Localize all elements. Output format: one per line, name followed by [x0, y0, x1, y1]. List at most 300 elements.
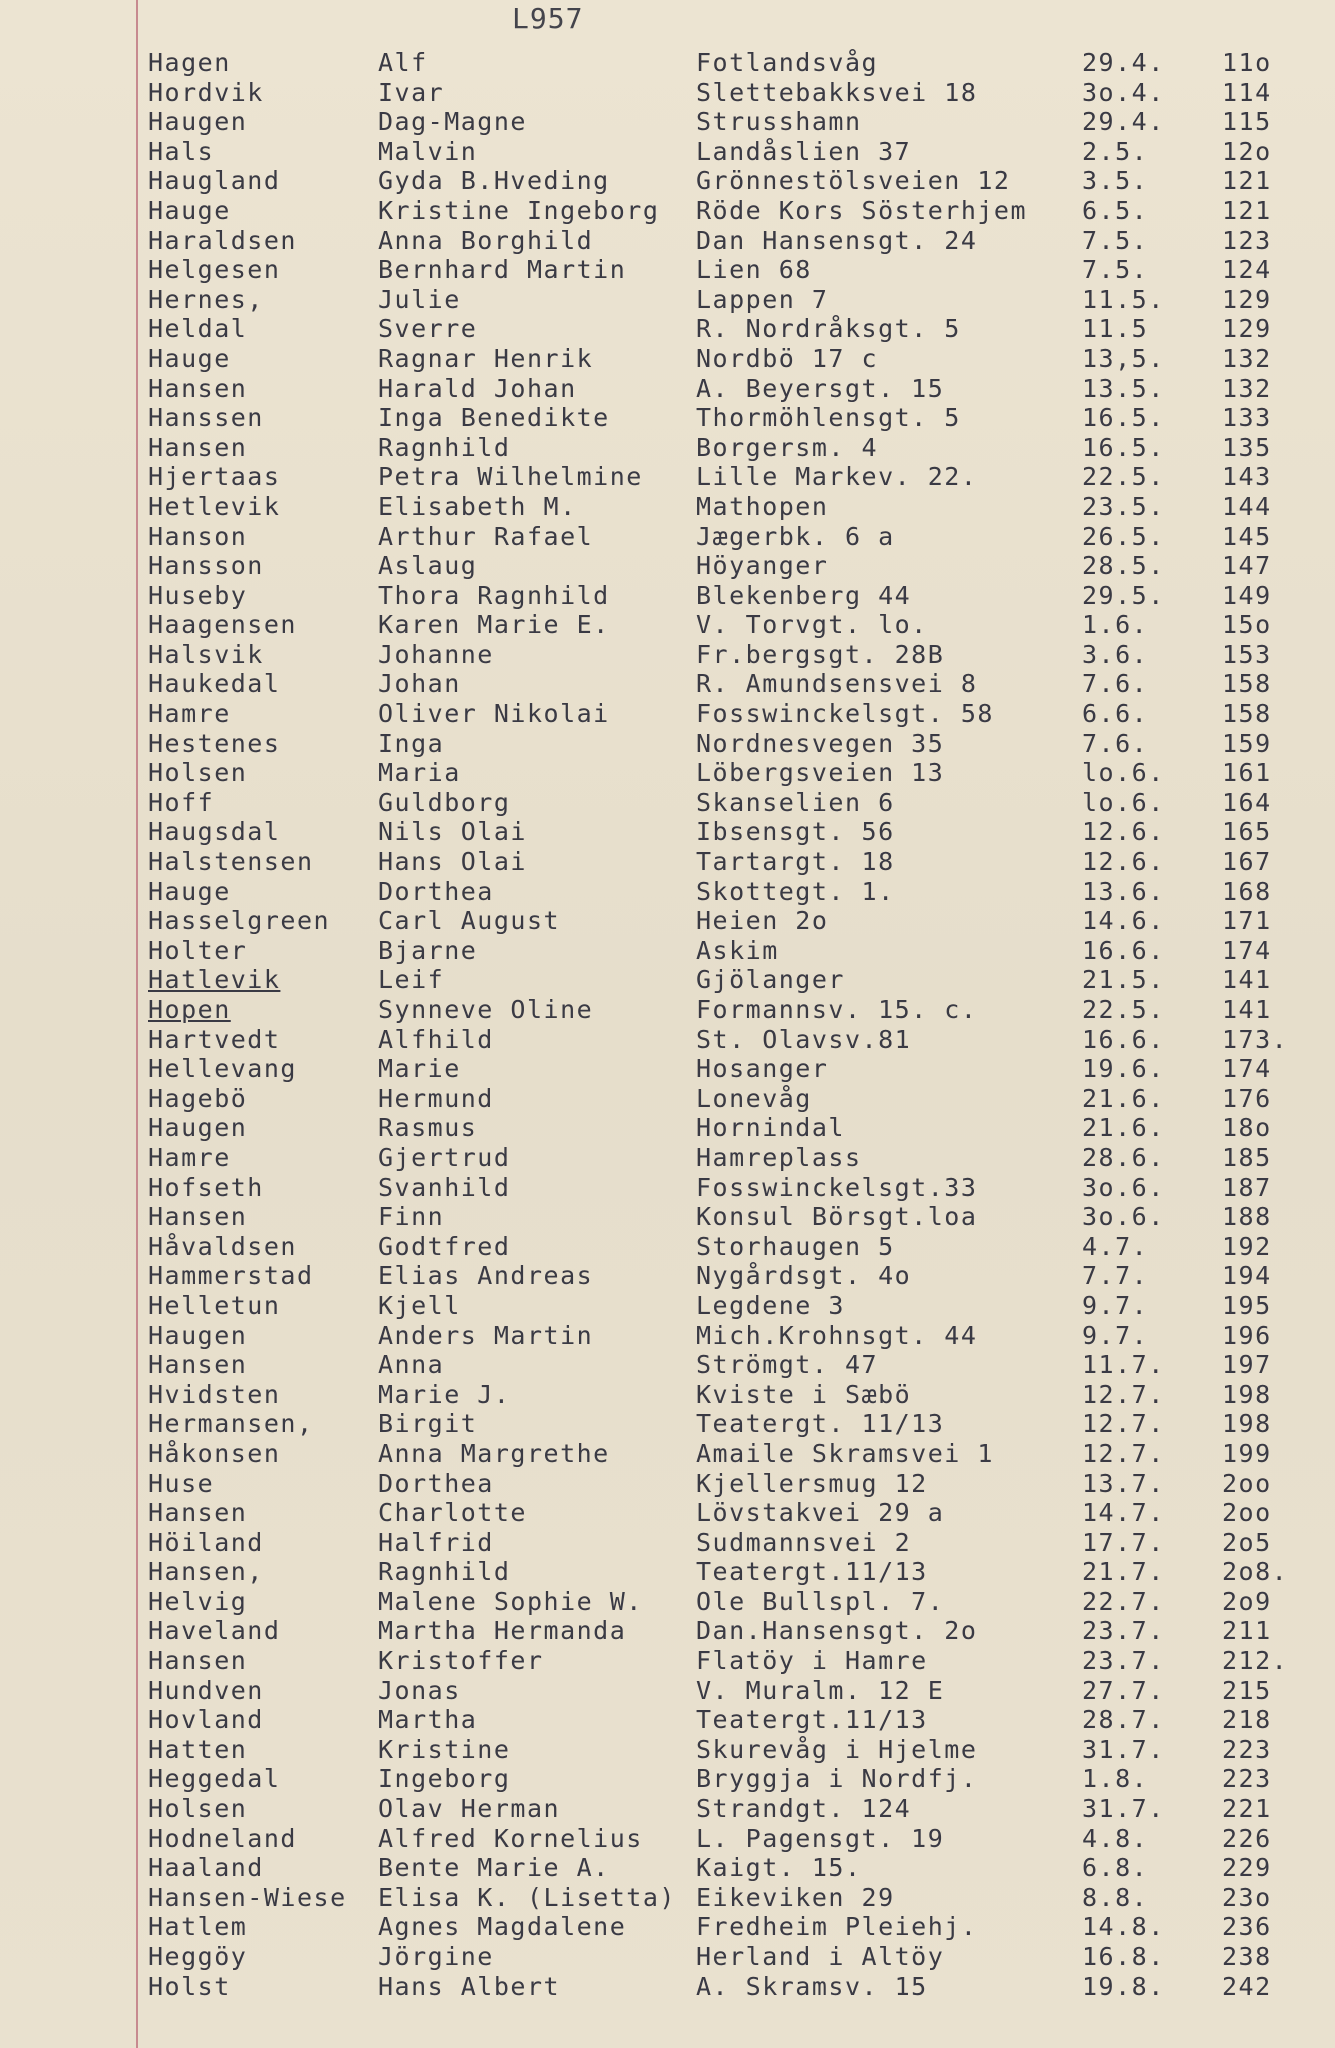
given-name-cell: Johanne	[378, 639, 494, 669]
address-cell: Kjellersmug 12	[696, 1468, 928, 1498]
date-cell: 28.7.	[1082, 1705, 1165, 1735]
given-name-cell: Bente Marie A.	[378, 1853, 610, 1883]
number-cell: 168	[1222, 876, 1272, 906]
given-name-cell: Anna Margrethe	[378, 1438, 610, 1468]
register-row	[0, 462, 1335, 492]
date-cell: 16.6.	[1082, 935, 1165, 965]
number-cell: 153	[1222, 639, 1272, 669]
number-cell: 167	[1222, 847, 1272, 877]
address-cell: Formannsv. 15. c.	[696, 995, 978, 1024]
number-cell: 23o	[1222, 1882, 1272, 1912]
given-name-cell: Thora Ragnhild	[378, 580, 610, 610]
address-cell: Kviste i Sæbö	[696, 1379, 912, 1409]
number-cell: 124	[1222, 255, 1272, 285]
surname-cell: Hauge	[148, 195, 231, 225]
number-cell: 11o	[1222, 48, 1272, 77]
address-cell: Slettebakksvei 18	[696, 77, 978, 107]
register-row	[0, 1972, 1335, 2002]
address-cell: Blekenberg 44	[696, 580, 912, 610]
given-name-cell: Marie J.	[378, 1379, 511, 1409]
given-name-cell: Malvin	[378, 136, 478, 166]
register-row	[0, 1143, 1335, 1173]
surname-cell: Huseby	[148, 580, 248, 610]
register-row	[0, 314, 1335, 344]
surname-cell: Hansen	[148, 432, 248, 462]
surname-cell: Hordvik	[148, 77, 264, 107]
register-row	[0, 1557, 1335, 1587]
address-cell: Gjölanger	[696, 965, 845, 995]
date-cell: 14.7.	[1082, 1498, 1165, 1528]
number-cell: 143	[1222, 462, 1272, 492]
date-cell: 7.6.	[1082, 669, 1149, 699]
surname-cell: Haugen	[148, 1320, 248, 1350]
register-row	[0, 166, 1335, 196]
register-row	[0, 255, 1335, 285]
number-cell: 121	[1222, 195, 1272, 225]
register-row	[0, 196, 1335, 226]
given-name-cell: Malene Sophie W.	[378, 1586, 643, 1616]
surname-cell: Hermansen,	[148, 1409, 314, 1439]
given-name-cell: Anders Martin	[378, 1320, 594, 1350]
date-cell: 19.8.	[1082, 1971, 1165, 2001]
number-cell: 196	[1222, 1320, 1272, 1350]
given-name-cell: Ragnhild	[378, 432, 511, 462]
date-cell: 23.5.	[1082, 491, 1165, 521]
date-cell: 28.6.	[1082, 1142, 1165, 1172]
register-row	[0, 847, 1335, 877]
address-cell: Lille Markev. 22.	[696, 462, 978, 492]
surname-cell: Hanson	[148, 521, 248, 551]
surname-cell: Haagensen	[148, 610, 297, 640]
date-cell: 14.8.	[1082, 1912, 1165, 1942]
number-cell: 211	[1222, 1616, 1272, 1646]
address-cell: Konsul Börsgt.loa	[696, 1202, 978, 1232]
surname-cell: Höiland	[148, 1527, 264, 1557]
register-row	[0, 669, 1335, 699]
register-row	[0, 1646, 1335, 1676]
number-cell: 161	[1222, 758, 1272, 788]
address-cell: Lonevåg	[696, 1083, 812, 1113]
date-cell: 11.5.	[1082, 284, 1165, 314]
register-row	[0, 1054, 1335, 1084]
date-cell: 31.7.	[1082, 1794, 1165, 1824]
number-cell: 147	[1222, 551, 1272, 581]
given-name-cell: Ragnhild	[378, 1557, 511, 1587]
surname-cell: Hernes,	[148, 284, 264, 314]
address-cell: Skanselien 6	[696, 787, 895, 817]
surname-cell: Haveland	[148, 1616, 281, 1646]
surname-cell: Holst	[148, 1971, 231, 2001]
date-cell: 3o.4.	[1082, 77, 1165, 107]
number-cell: 145	[1222, 521, 1272, 551]
given-name-cell: Elisabeth M.	[378, 491, 577, 521]
number-cell: 129	[1222, 314, 1272, 344]
surname-cell: Hoff	[148, 787, 215, 817]
given-name-cell: Martha	[378, 1705, 478, 1735]
register-row	[0, 1469, 1335, 1499]
register-row	[0, 965, 1335, 995]
register-row	[0, 1912, 1335, 1942]
address-cell: R. Nordråksgt. 5	[696, 314, 961, 344]
surname-cell: Helgesen	[148, 255, 281, 285]
given-name-cell: Jonas	[378, 1675, 461, 1705]
surname-cell: Hagebö	[148, 1083, 248, 1113]
address-cell: Legdene 3	[696, 1290, 845, 1320]
number-cell: 15o	[1222, 610, 1272, 640]
number-cell: 199	[1222, 1438, 1272, 1468]
date-cell: 19.6.	[1082, 1054, 1165, 1084]
given-name-cell: Dorthea	[378, 1468, 494, 1498]
register-row	[0, 1824, 1335, 1854]
address-cell: Skottegt. 1.	[696, 876, 895, 906]
date-cell: 27.7.	[1082, 1675, 1165, 1705]
register-row	[0, 1705, 1335, 1735]
surname-cell: Hansen	[148, 1202, 248, 1232]
register-row	[0, 906, 1335, 936]
given-name-cell: Kristoffer	[378, 1646, 544, 1676]
number-cell: 133	[1222, 403, 1272, 433]
date-cell: 13.7.	[1082, 1468, 1165, 1498]
number-cell: 132	[1222, 343, 1272, 373]
given-name-cell: Ragnar Henrik	[378, 343, 594, 373]
register-row	[0, 817, 1335, 847]
number-cell: 149	[1222, 580, 1272, 610]
number-cell: 218	[1222, 1705, 1272, 1735]
register-row	[0, 729, 1335, 759]
address-cell: V. Muralm. 12 E	[696, 1675, 945, 1705]
date-cell: 7.7.	[1082, 1261, 1149, 1291]
given-name-cell: Carl August	[378, 906, 561, 936]
date-cell: 29.5.	[1082, 580, 1165, 610]
address-cell: Bryggja i Nordfj.	[696, 1764, 978, 1794]
address-cell: Teatergt. 11/13	[696, 1409, 945, 1439]
register-row	[0, 137, 1335, 167]
address-cell: Mich.Krohnsgt. 44	[696, 1320, 978, 1350]
surname-cell: Hauge	[148, 876, 231, 906]
given-name-cell: Leif	[378, 965, 445, 995]
number-cell: 135	[1222, 432, 1272, 462]
register-row	[0, 1173, 1335, 1203]
address-cell: Flatöy i Hamre	[696, 1646, 928, 1676]
date-cell: 13,5.	[1082, 343, 1165, 373]
number-cell: 12o	[1222, 136, 1272, 166]
address-cell: Teatergt.11/13	[696, 1557, 928, 1587]
address-cell: Fr.bergsgt. 28B	[696, 639, 945, 669]
address-cell: Askim	[696, 935, 779, 965]
given-name-cell: Bjarne	[378, 935, 478, 965]
register-row	[0, 78, 1335, 108]
register-row	[0, 1232, 1335, 1262]
date-cell: 21.6.	[1082, 1083, 1165, 1113]
number-cell: 2o5	[1222, 1527, 1272, 1557]
address-cell: Landåslien 37	[696, 136, 912, 166]
given-name-cell: Karen Marie E.	[378, 610, 610, 640]
address-cell: Löbergsveien 13	[696, 758, 945, 788]
given-name-cell: Gjertrud	[378, 1142, 511, 1172]
given-name-cell: Kristine Ingeborg	[378, 195, 660, 225]
register-row	[0, 1025, 1335, 1055]
date-cell: 21.6.	[1082, 1113, 1165, 1143]
date-cell: 7.5.	[1082, 255, 1149, 285]
address-cell: Kaigt. 15.	[696, 1853, 862, 1883]
given-name-cell: Elias Andreas	[378, 1261, 594, 1291]
register-row	[0, 551, 1335, 581]
address-cell: Sudmannsvei 2	[696, 1527, 912, 1557]
number-cell: 132	[1222, 373, 1272, 403]
date-cell: 6.5.	[1082, 195, 1149, 225]
register-row	[0, 1291, 1335, 1321]
number-cell: 194	[1222, 1261, 1272, 1291]
surname-cell: Hvidsten	[148, 1379, 281, 1409]
given-name-cell: Svanhild	[378, 1172, 511, 1202]
register-row	[0, 1113, 1335, 1143]
address-cell: Skurevåg i Hjelme	[696, 1734, 978, 1764]
surname-cell: Holsen	[148, 758, 248, 788]
register-row	[0, 1735, 1335, 1765]
surname-cell: Hjertaas	[148, 462, 281, 492]
surname-cell: Haugsdal	[148, 817, 281, 847]
given-name-cell: Martha Hermanda	[378, 1616, 627, 1646]
given-name-cell: Bernhard Martin	[378, 255, 627, 285]
surname-cell: Haukedal	[148, 669, 281, 699]
address-cell: Amaile Skramsvei 1	[696, 1438, 994, 1468]
given-name-cell: Jörgine	[378, 1942, 494, 1971]
number-cell: 223	[1222, 1734, 1272, 1764]
given-name-cell: Alfhild	[378, 1024, 494, 1054]
number-cell: 144	[1222, 491, 1272, 521]
surname-cell: Haugen	[148, 107, 248, 137]
surname-cell: Hetlevik	[148, 491, 281, 521]
date-cell: 12.7.	[1082, 1409, 1165, 1439]
number-cell: 176	[1222, 1083, 1272, 1113]
date-cell: 16.8.	[1082, 1942, 1165, 1971]
date-cell: 23.7.	[1082, 1646, 1165, 1676]
date-cell: lo.6.	[1082, 787, 1165, 817]
surname-cell: Heldal	[148, 314, 248, 344]
surname-cell: Holter	[148, 935, 248, 965]
number-cell: 174	[1222, 935, 1272, 965]
date-cell: 4.8.	[1082, 1823, 1149, 1853]
register-row	[0, 1439, 1335, 1469]
date-cell: 22.5.	[1082, 995, 1165, 1024]
date-cell: 6.8.	[1082, 1853, 1149, 1883]
register-row	[0, 1084, 1335, 1114]
address-cell: Mathopen	[696, 491, 829, 521]
address-cell: Thormöhlensgt. 5	[696, 403, 961, 433]
date-cell: 16.5.	[1082, 432, 1165, 462]
number-cell: 187	[1222, 1172, 1272, 1202]
address-cell: Grönnestölsveien 12	[696, 166, 1011, 196]
date-cell: 17.7.	[1082, 1527, 1165, 1557]
number-cell: 238	[1222, 1942, 1272, 1971]
surname-cell: Hansen	[148, 1498, 248, 1528]
register-row	[0, 403, 1335, 433]
number-cell: 174	[1222, 1054, 1272, 1084]
register-row	[0, 936, 1335, 966]
register-row	[0, 1261, 1335, 1291]
register-row	[0, 1853, 1335, 1883]
surname-cell: Holsen	[148, 1794, 248, 1824]
date-cell: 14.6.	[1082, 906, 1165, 936]
address-cell: Dan Hansensgt. 24	[696, 225, 978, 255]
date-cell: 4.7.	[1082, 1231, 1149, 1261]
surname-cell: Heggöy	[148, 1942, 248, 1971]
given-name-cell: Olav Herman	[378, 1794, 561, 1824]
given-name-cell: Oliver Nikolai	[378, 699, 610, 729]
address-cell: Teatergt.11/13	[696, 1705, 928, 1735]
surname-cell: Haraldsen	[148, 225, 297, 255]
number-cell: 188	[1222, 1202, 1272, 1232]
given-name-cell: Guldborg	[378, 787, 511, 817]
number-cell: 171	[1222, 906, 1272, 936]
date-cell: 28.5.	[1082, 551, 1165, 581]
register-row	[0, 1794, 1335, 1824]
surname-cell: Hartvedt	[148, 1024, 281, 1054]
number-cell: 129	[1222, 284, 1272, 314]
given-name-cell: Birgit	[378, 1409, 478, 1439]
date-cell: 1.6.	[1082, 610, 1149, 640]
register-row	[0, 522, 1335, 552]
surname-cell: Hofseth	[148, 1172, 264, 1202]
given-name-cell: Halfrid	[378, 1527, 494, 1557]
number-cell: 159	[1222, 728, 1272, 758]
date-cell: 3o.6.	[1082, 1172, 1165, 1202]
given-name-cell: Dag-Magne	[378, 107, 527, 137]
given-name-cell: Aslaug	[378, 551, 478, 581]
date-cell: 11.5	[1082, 314, 1149, 344]
address-cell: Tartargt. 18	[696, 847, 895, 877]
given-name-cell: Arthur Rafael	[378, 521, 594, 551]
number-cell: 18o	[1222, 1113, 1272, 1143]
number-cell: 197	[1222, 1350, 1272, 1380]
date-cell: 16.5.	[1082, 403, 1165, 433]
register-row	[0, 1616, 1335, 1646]
register-row	[0, 1587, 1335, 1617]
given-name-cell: Inga Benedikte	[378, 403, 610, 433]
address-cell: St. Olavsv.81	[696, 1024, 912, 1054]
surname-cell: Hundven	[148, 1675, 264, 1705]
register-row	[0, 1380, 1335, 1410]
date-cell: 8.8.	[1082, 1882, 1149, 1912]
given-name-cell: Alfred Kornelius	[378, 1823, 643, 1853]
register-row	[0, 374, 1335, 404]
date-cell: 13.6.	[1082, 876, 1165, 906]
surname-cell: Haugland	[148, 166, 281, 196]
surname-cell: Hellevang	[148, 1054, 297, 1084]
register-row	[0, 285, 1335, 315]
surname-cell: Hovland	[148, 1705, 264, 1735]
given-name-cell: Marie	[378, 1054, 461, 1084]
address-cell: Heien 2o	[696, 906, 829, 936]
address-cell: Herland i Altöy	[696, 1942, 945, 1971]
register-row	[0, 699, 1335, 729]
register-row	[0, 1528, 1335, 1558]
given-name-cell: Charlotte	[378, 1498, 527, 1528]
number-cell: 2oo	[1222, 1468, 1272, 1498]
surname-cell: Hatlevik	[148, 965, 281, 995]
address-cell: Hamreplass	[696, 1142, 862, 1172]
address-cell: Höyanger	[696, 551, 829, 581]
surname-cell: Huse	[148, 1468, 215, 1498]
number-cell: 158	[1222, 699, 1272, 729]
surname-cell: Hansson	[148, 551, 264, 581]
date-cell: 9.7.	[1082, 1320, 1149, 1350]
surname-cell: Håvaldsen	[148, 1231, 297, 1261]
surname-cell: Haaland	[148, 1853, 264, 1883]
given-name-cell: Petra Wilhelmine	[378, 462, 643, 492]
number-cell: 164	[1222, 787, 1272, 817]
given-name-cell: Ingeborg	[378, 1764, 511, 1794]
date-cell: 26.5.	[1082, 521, 1165, 551]
given-name-cell: Rasmus	[378, 1113, 478, 1143]
register-entries	[0, 48, 1335, 2001]
number-cell: 158	[1222, 669, 1272, 699]
number-cell: 2o9	[1222, 1586, 1272, 1616]
register-row	[0, 107, 1335, 137]
address-cell: Nordnesvegen 35	[696, 728, 945, 758]
date-cell: 6.6.	[1082, 699, 1149, 729]
address-cell: Strandgt. 124	[696, 1794, 912, 1824]
given-name-cell: Hans Olai	[378, 847, 527, 877]
address-cell: Eikeviken 29	[696, 1882, 895, 1912]
register-row	[0, 610, 1335, 640]
address-cell: Röde Kors Sösterhjem	[696, 195, 1028, 225]
surname-cell: Hopen	[148, 995, 231, 1024]
given-name-cell: Nils Olai	[378, 817, 527, 847]
surname-cell: Haugen	[148, 1113, 248, 1143]
address-cell: V. Torvgt. lo.	[696, 610, 928, 640]
given-name-cell: Elisa K. (Lisetta)	[378, 1882, 676, 1912]
surname-cell: Hansen-Wiese	[148, 1882, 347, 1912]
date-cell: 3.5.	[1082, 166, 1149, 196]
date-cell: 1.8.	[1082, 1764, 1149, 1794]
register-row	[0, 788, 1335, 818]
register-row	[0, 1350, 1335, 1380]
address-cell: Dan.Hansensgt. 2o	[696, 1616, 978, 1646]
address-cell: Borgersm. 4	[696, 432, 879, 462]
number-cell: 198	[1222, 1409, 1272, 1439]
surname-cell: Hagen	[148, 48, 231, 77]
date-cell: 29.4.	[1082, 48, 1165, 77]
surname-cell: Håkonsen	[148, 1438, 281, 1468]
date-cell: 22.5.	[1082, 462, 1165, 492]
given-name-cell: Julie	[378, 284, 461, 314]
register-row	[0, 226, 1335, 256]
number-cell: 242	[1222, 1971, 1272, 2001]
number-cell: 195	[1222, 1290, 1272, 1320]
address-cell: Strusshamn	[696, 107, 862, 137]
register-row	[0, 581, 1335, 611]
address-cell: Jægerbk. 6 a	[696, 521, 895, 551]
register-row	[0, 1498, 1335, 1528]
surname-cell: Hals	[148, 136, 215, 166]
address-cell: Lien 68	[696, 255, 812, 285]
surname-cell: Hansen	[148, 1646, 248, 1676]
surname-cell: Halsvik	[148, 639, 264, 669]
register-row	[0, 995, 1335, 1025]
surname-cell: Hansen,	[148, 1557, 264, 1587]
address-cell: R. Amundsensvei 8	[696, 669, 978, 699]
address-cell: L. Pagensgt. 19	[696, 1823, 945, 1853]
address-cell: Fosswinckelsgt. 58	[696, 699, 994, 729]
register-row	[0, 758, 1335, 788]
number-cell: 114	[1222, 77, 1272, 107]
date-cell: lo.6.	[1082, 758, 1165, 788]
number-cell: 141	[1222, 965, 1272, 995]
given-name-cell: Alf	[378, 48, 428, 77]
date-cell: 3.6.	[1082, 639, 1149, 669]
number-cell: 173.	[1222, 1024, 1289, 1054]
